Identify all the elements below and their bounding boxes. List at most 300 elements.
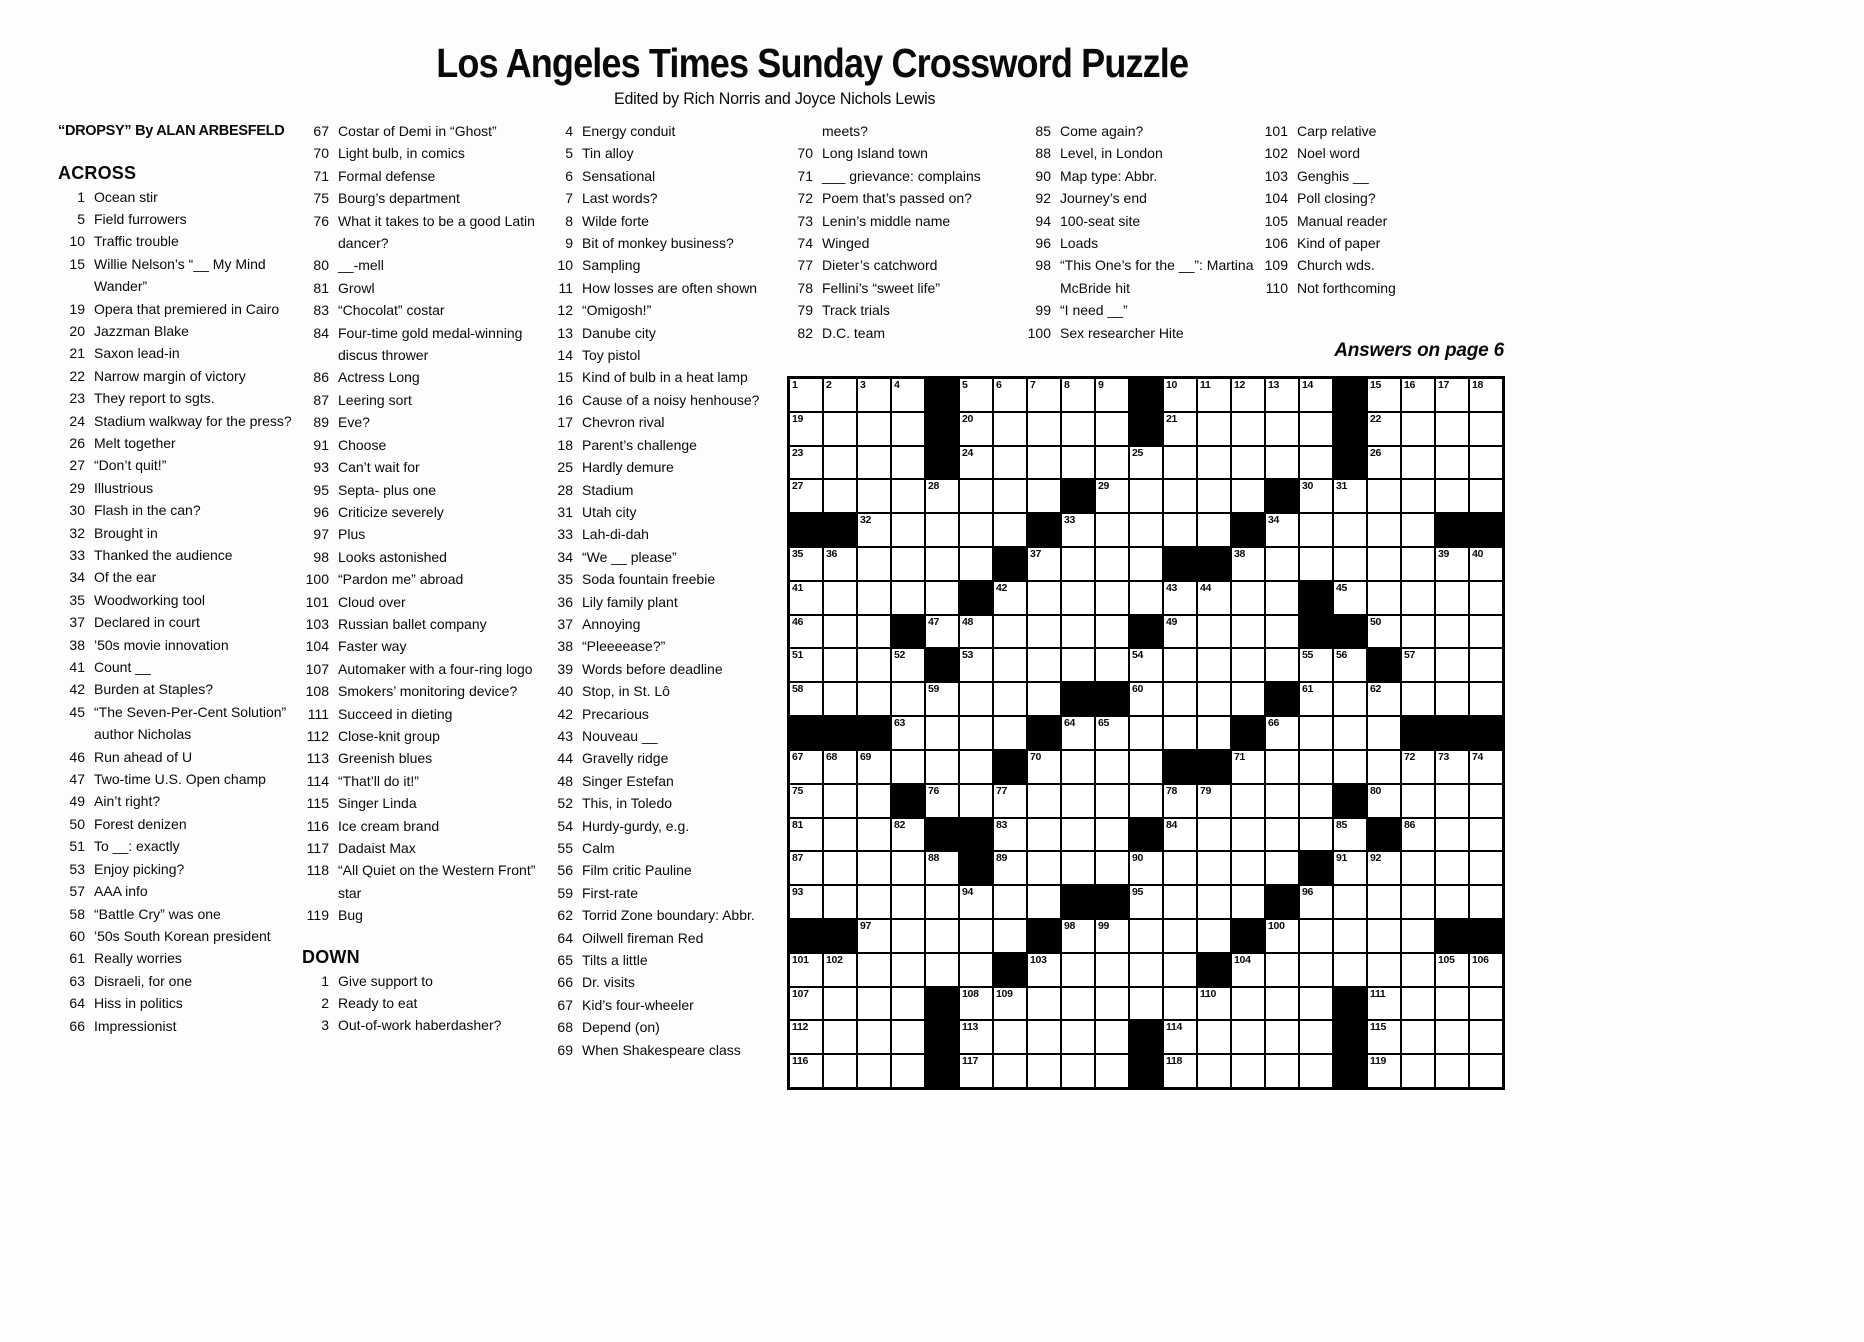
grid-cell[interactable] [1028, 886, 1060, 918]
grid-cell[interactable] [1470, 379, 1502, 411]
grid-cell[interactable] [1470, 649, 1502, 681]
grid-cell[interactable] [1028, 852, 1060, 884]
grid-cell[interactable] [1028, 480, 1060, 512]
grid-cell[interactable] [994, 1055, 1026, 1087]
grid-cell[interactable] [1198, 852, 1230, 884]
grid-cell[interactable] [1402, 447, 1434, 479]
grid-cell[interactable] [858, 954, 890, 986]
grid-cell[interactable] [960, 649, 992, 681]
grid-cell[interactable] [1198, 379, 1230, 411]
grid-cell[interactable] [1198, 988, 1230, 1020]
grid-cell[interactable] [1368, 480, 1400, 512]
grid-cell[interactable] [1062, 582, 1094, 614]
grid-cell[interactable] [1300, 413, 1332, 445]
grid-cell[interactable] [994, 683, 1026, 715]
grid-cell[interactable] [1062, 751, 1094, 783]
grid-cell[interactable] [1130, 954, 1162, 986]
grid-cell[interactable] [824, 988, 856, 1020]
grid-cell[interactable] [1436, 548, 1468, 580]
grid-cell[interactable] [1402, 954, 1434, 986]
grid-cell[interactable] [858, 1021, 890, 1053]
grid-cell[interactable] [1164, 819, 1196, 851]
grid-cell[interactable] [790, 751, 822, 783]
grid-cell[interactable] [1028, 1021, 1060, 1053]
grid-cell[interactable] [1266, 413, 1298, 445]
grid-cell[interactable] [1436, 1055, 1468, 1087]
grid-cell[interactable] [1334, 920, 1366, 952]
grid-cell[interactable] [1028, 379, 1060, 411]
grid-cell[interactable] [1028, 447, 1060, 479]
grid-cell[interactable] [790, 886, 822, 918]
grid-cell[interactable] [926, 886, 958, 918]
grid-cell[interactable] [1300, 988, 1332, 1020]
grid-cell[interactable] [994, 920, 1026, 952]
grid-cell[interactable] [1266, 852, 1298, 884]
grid-cell[interactable] [1266, 1021, 1298, 1053]
grid-cell[interactable] [1096, 920, 1128, 952]
grid-cell[interactable] [1266, 717, 1298, 749]
grid-cell[interactable] [1164, 785, 1196, 817]
grid-cell[interactable] [926, 683, 958, 715]
grid-cell[interactable] [1402, 379, 1434, 411]
grid-cell[interactable] [994, 616, 1026, 648]
grid-cell[interactable] [1266, 920, 1298, 952]
grid-cell[interactable] [1198, 920, 1230, 952]
grid-cell[interactable] [960, 954, 992, 986]
grid-cell[interactable] [1130, 649, 1162, 681]
grid-cell[interactable] [790, 852, 822, 884]
grid-cell[interactable] [1334, 548, 1366, 580]
grid-cell[interactable] [1130, 447, 1162, 479]
grid-cell[interactable] [1470, 819, 1502, 851]
grid-cell[interactable] [994, 988, 1026, 1020]
grid-cell[interactable] [994, 514, 1026, 546]
grid-cell[interactable] [892, 1021, 924, 1053]
grid-cell[interactable] [926, 920, 958, 952]
grid-cell[interactable] [858, 447, 890, 479]
grid-cell[interactable] [1300, 920, 1332, 952]
grid-cell[interactable] [1096, 480, 1128, 512]
grid-cell[interactable] [892, 514, 924, 546]
grid-cell[interactable] [1266, 582, 1298, 614]
grid-cell[interactable] [858, 548, 890, 580]
grid-cell[interactable] [1402, 1055, 1434, 1087]
grid-cell[interactable] [1164, 582, 1196, 614]
grid-cell[interactable] [1266, 514, 1298, 546]
grid-cell[interactable] [1266, 988, 1298, 1020]
grid-cell[interactable] [892, 582, 924, 614]
grid-cell[interactable] [1368, 988, 1400, 1020]
grid-cell[interactable] [892, 988, 924, 1020]
grid-cell[interactable] [1198, 683, 1230, 715]
grid-cell[interactable] [1130, 480, 1162, 512]
grid-cell[interactable] [1062, 413, 1094, 445]
grid-cell[interactable] [1232, 447, 1264, 479]
grid-cell[interactable] [790, 548, 822, 580]
grid-cell[interactable] [1028, 548, 1060, 580]
grid-cell[interactable] [1232, 548, 1264, 580]
grid-cell[interactable] [1266, 447, 1298, 479]
grid-cell[interactable] [1028, 751, 1060, 783]
grid-cell[interactable] [1436, 413, 1468, 445]
grid-cell[interactable] [1198, 413, 1230, 445]
grid-cell[interactable] [960, 1021, 992, 1053]
grid-cell[interactable] [1470, 751, 1502, 783]
grid-cell[interactable] [960, 683, 992, 715]
grid-cell[interactable] [1334, 514, 1366, 546]
grid-cell[interactable] [1028, 616, 1060, 648]
grid-cell[interactable] [824, 954, 856, 986]
grid-cell[interactable] [790, 447, 822, 479]
grid-cell[interactable] [926, 717, 958, 749]
grid-cell[interactable] [1130, 548, 1162, 580]
grid-cell[interactable] [960, 616, 992, 648]
grid-cell[interactable] [1300, 717, 1332, 749]
grid-cell[interactable] [1436, 480, 1468, 512]
grid-cell[interactable] [1334, 717, 1366, 749]
grid-cell[interactable] [1368, 886, 1400, 918]
grid-cell[interactable] [892, 819, 924, 851]
grid-cell[interactable] [1164, 852, 1196, 884]
grid-cell[interactable] [1028, 683, 1060, 715]
grid-cell[interactable] [1028, 1055, 1060, 1087]
grid-cell[interactable] [1232, 954, 1264, 986]
grid-cell[interactable] [1198, 480, 1230, 512]
grid-cell[interactable] [858, 819, 890, 851]
grid-cell[interactable] [960, 988, 992, 1020]
grid-cell[interactable] [790, 954, 822, 986]
grid-cell[interactable] [858, 852, 890, 884]
grid-cell[interactable] [1028, 413, 1060, 445]
grid-cell[interactable] [824, 616, 856, 648]
grid-cell[interactable] [1470, 1055, 1502, 1087]
grid-cell[interactable] [994, 785, 1026, 817]
grid-cell[interactable] [824, 886, 856, 918]
grid-cell[interactable] [1470, 548, 1502, 580]
grid-cell[interactable] [1028, 582, 1060, 614]
grid-cell[interactable] [926, 852, 958, 884]
grid-cell[interactable] [1436, 447, 1468, 479]
grid-cell[interactable] [1436, 379, 1468, 411]
grid-cell[interactable] [858, 785, 890, 817]
grid-cell[interactable] [1232, 616, 1264, 648]
grid-cell[interactable] [1028, 988, 1060, 1020]
grid-cell[interactable] [1062, 819, 1094, 851]
grid-cell[interactable] [1164, 1055, 1196, 1087]
grid-cell[interactable] [1402, 649, 1434, 681]
grid-cell[interactable] [1402, 819, 1434, 851]
grid-cell[interactable] [1198, 447, 1230, 479]
grid-cell[interactable] [1096, 852, 1128, 884]
grid-cell[interactable] [926, 751, 958, 783]
grid-cell[interactable] [892, 548, 924, 580]
grid-cell[interactable] [1232, 1055, 1264, 1087]
grid-cell[interactable] [1436, 616, 1468, 648]
grid-cell[interactable] [1300, 548, 1332, 580]
grid-cell[interactable] [1198, 819, 1230, 851]
grid-cell[interactable] [1232, 1021, 1264, 1053]
grid-cell[interactable] [1130, 886, 1162, 918]
grid-cell[interactable] [1266, 649, 1298, 681]
grid-cell[interactable] [1470, 447, 1502, 479]
grid-cell[interactable] [994, 582, 1026, 614]
grid-cell[interactable] [1402, 751, 1434, 783]
grid-cell[interactable] [1096, 514, 1128, 546]
grid-cell[interactable] [1470, 413, 1502, 445]
grid-cell[interactable] [858, 413, 890, 445]
grid-cell[interactable] [1368, 582, 1400, 614]
grid-cell[interactable] [1096, 751, 1128, 783]
grid-cell[interactable] [1198, 717, 1230, 749]
grid-cell[interactable] [790, 616, 822, 648]
grid-cell[interactable] [994, 379, 1026, 411]
grid-cell[interactable] [1334, 751, 1366, 783]
grid-cell[interactable] [1164, 717, 1196, 749]
grid-cell[interactable] [960, 920, 992, 952]
grid-cell[interactable] [892, 954, 924, 986]
grid-cell[interactable] [1062, 616, 1094, 648]
grid-cell[interactable] [1368, 1055, 1400, 1087]
grid-cell[interactable] [1402, 616, 1434, 648]
grid-cell[interactable] [1368, 616, 1400, 648]
grid-cell[interactable] [926, 582, 958, 614]
grid-cell[interactable] [790, 1055, 822, 1087]
grid-cell[interactable] [1300, 514, 1332, 546]
grid-cell[interactable] [1130, 988, 1162, 1020]
grid-cell[interactable] [1062, 649, 1094, 681]
grid-cell[interactable] [824, 785, 856, 817]
grid-cell[interactable] [1402, 785, 1434, 817]
grid-cell[interactable] [1300, 819, 1332, 851]
grid-cell[interactable] [960, 751, 992, 783]
grid-cell[interactable] [1436, 751, 1468, 783]
grid-cell[interactable] [1334, 683, 1366, 715]
grid-cell[interactable] [1062, 1021, 1094, 1053]
grid-cell[interactable] [892, 1055, 924, 1087]
grid-cell[interactable] [1436, 954, 1468, 986]
grid-cell[interactable] [1266, 616, 1298, 648]
grid-cell[interactable] [1402, 886, 1434, 918]
grid-cell[interactable] [1130, 751, 1162, 783]
grid-cell[interactable] [892, 447, 924, 479]
grid-cell[interactable] [1368, 954, 1400, 986]
grid-cell[interactable] [1334, 954, 1366, 986]
grid-cell[interactable] [1402, 988, 1434, 1020]
grid-cell[interactable] [1368, 785, 1400, 817]
grid-cell[interactable] [960, 514, 992, 546]
grid-cell[interactable] [1266, 954, 1298, 986]
grid-cell[interactable] [1334, 886, 1366, 918]
grid-cell[interactable] [1130, 683, 1162, 715]
grid-cell[interactable] [1096, 447, 1128, 479]
grid-cell[interactable] [1334, 649, 1366, 681]
grid-cell[interactable] [1130, 514, 1162, 546]
grid-cell[interactable] [926, 616, 958, 648]
grid-cell[interactable] [994, 852, 1026, 884]
grid-cell[interactable] [824, 413, 856, 445]
grid-cell[interactable] [994, 649, 1026, 681]
grid-cell[interactable] [824, 548, 856, 580]
grid-cell[interactable] [858, 920, 890, 952]
grid-cell[interactable] [1436, 988, 1468, 1020]
grid-cell[interactable] [1266, 751, 1298, 783]
grid-cell[interactable] [790, 379, 822, 411]
grid-cell[interactable] [1334, 819, 1366, 851]
grid-cell[interactable] [1232, 819, 1264, 851]
grid-cell[interactable] [824, 683, 856, 715]
grid-cell[interactable] [1232, 886, 1264, 918]
grid-cell[interactable] [1232, 683, 1264, 715]
grid-cell[interactable] [1062, 447, 1094, 479]
grid-cell[interactable] [1300, 1021, 1332, 1053]
grid-cell[interactable] [926, 514, 958, 546]
grid-cell[interactable] [1164, 920, 1196, 952]
grid-cell[interactable] [1198, 649, 1230, 681]
grid-cell[interactable] [1436, 785, 1468, 817]
grid-cell[interactable] [926, 954, 958, 986]
grid-cell[interactable] [1164, 447, 1196, 479]
grid-cell[interactable] [1334, 480, 1366, 512]
grid-cell[interactable] [994, 1021, 1026, 1053]
grid-cell[interactable] [1164, 954, 1196, 986]
grid-cell[interactable] [1062, 785, 1094, 817]
grid-cell[interactable] [892, 920, 924, 952]
grid-cell[interactable] [1198, 1055, 1230, 1087]
grid-cell[interactable] [1096, 582, 1128, 614]
grid-cell[interactable] [790, 1021, 822, 1053]
grid-cell[interactable] [1164, 616, 1196, 648]
grid-cell[interactable] [824, 649, 856, 681]
grid-cell[interactable] [1164, 480, 1196, 512]
grid-cell[interactable] [1368, 447, 1400, 479]
grid-cell[interactable] [1368, 379, 1400, 411]
grid-cell[interactable] [858, 616, 890, 648]
grid-cell[interactable] [1266, 785, 1298, 817]
grid-cell[interactable] [994, 413, 1026, 445]
grid-cell[interactable] [1402, 1021, 1434, 1053]
grid-cell[interactable] [1062, 920, 1094, 952]
grid-cell[interactable] [1300, 954, 1332, 986]
grid-cell[interactable] [824, 852, 856, 884]
grid-cell[interactable] [1266, 819, 1298, 851]
grid-cell[interactable] [1232, 413, 1264, 445]
grid-cell[interactable] [1062, 954, 1094, 986]
grid-cell[interactable] [1164, 886, 1196, 918]
grid-cell[interactable] [994, 447, 1026, 479]
grid-cell[interactable] [1470, 886, 1502, 918]
grid-cell[interactable] [892, 413, 924, 445]
grid-cell[interactable] [858, 514, 890, 546]
grid-cell[interactable] [1368, 1021, 1400, 1053]
grid-cell[interactable] [1470, 988, 1502, 1020]
grid-cell[interactable] [1334, 582, 1366, 614]
grid-cell[interactable] [1470, 683, 1502, 715]
grid-cell[interactable] [1130, 717, 1162, 749]
grid-cell[interactable] [1164, 649, 1196, 681]
grid-cell[interactable] [960, 447, 992, 479]
grid-cell[interactable] [1368, 413, 1400, 445]
grid-cell[interactable] [858, 379, 890, 411]
grid-cell[interactable] [1300, 480, 1332, 512]
grid-cell[interactable] [1402, 548, 1434, 580]
grid-cell[interactable] [790, 480, 822, 512]
grid-cell[interactable] [1266, 379, 1298, 411]
grid-cell[interactable] [790, 683, 822, 715]
grid-cell[interactable] [1470, 480, 1502, 512]
grid-cell[interactable] [892, 852, 924, 884]
grid-cell[interactable] [1062, 514, 1094, 546]
grid-cell[interactable] [1368, 548, 1400, 580]
grid-cell[interactable] [1436, 1021, 1468, 1053]
grid-cell[interactable] [1096, 785, 1128, 817]
grid-cell[interactable] [824, 582, 856, 614]
grid-cell[interactable] [1470, 785, 1502, 817]
grid-cell[interactable] [1436, 649, 1468, 681]
grid-cell[interactable] [790, 785, 822, 817]
grid-cell[interactable] [1198, 616, 1230, 648]
grid-cell[interactable] [994, 819, 1026, 851]
grid-cell[interactable] [1096, 379, 1128, 411]
grid-cell[interactable] [1266, 1055, 1298, 1087]
grid-cell[interactable] [1334, 852, 1366, 884]
grid-cell[interactable] [1368, 717, 1400, 749]
grid-cell[interactable] [790, 649, 822, 681]
grid-cell[interactable] [858, 683, 890, 715]
grid-cell[interactable] [1096, 717, 1128, 749]
grid-cell[interactable] [960, 886, 992, 918]
grid-cell[interactable] [1062, 548, 1094, 580]
grid-cell[interactable] [1300, 683, 1332, 715]
grid-cell[interactable] [960, 413, 992, 445]
grid-cell[interactable] [1130, 852, 1162, 884]
grid-cell[interactable] [858, 1055, 890, 1087]
grid-cell[interactable] [1402, 920, 1434, 952]
grid-cell[interactable] [1198, 1021, 1230, 1053]
grid-cell[interactable] [1402, 413, 1434, 445]
grid-cell[interactable] [1470, 852, 1502, 884]
grid-cell[interactable] [1028, 649, 1060, 681]
grid-cell[interactable] [892, 379, 924, 411]
grid-cell[interactable] [1096, 616, 1128, 648]
grid-cell[interactable] [1028, 954, 1060, 986]
grid-cell[interactable] [960, 548, 992, 580]
grid-cell[interactable] [1300, 751, 1332, 783]
grid-cell[interactable] [1062, 379, 1094, 411]
grid-cell[interactable] [1096, 1055, 1128, 1087]
grid-cell[interactable] [1028, 819, 1060, 851]
grid-cell[interactable] [1470, 954, 1502, 986]
grid-cell[interactable] [1028, 785, 1060, 817]
grid-cell[interactable] [1198, 514, 1230, 546]
grid-cell[interactable] [1232, 785, 1264, 817]
grid-cell[interactable] [1164, 514, 1196, 546]
grid-cell[interactable] [1130, 785, 1162, 817]
grid-cell[interactable] [994, 480, 1026, 512]
grid-cell[interactable] [1164, 988, 1196, 1020]
grid-cell[interactable] [1096, 548, 1128, 580]
grid-cell[interactable] [1368, 751, 1400, 783]
grid-cell[interactable] [1232, 649, 1264, 681]
grid-cell[interactable] [1232, 751, 1264, 783]
grid-cell[interactable] [926, 785, 958, 817]
grid-cell[interactable] [960, 379, 992, 411]
grid-cell[interactable] [926, 548, 958, 580]
grid-cell[interactable] [1368, 920, 1400, 952]
grid-cell[interactable] [1232, 582, 1264, 614]
grid-cell[interactable] [824, 447, 856, 479]
grid-cell[interactable] [892, 717, 924, 749]
grid-cell[interactable] [1096, 649, 1128, 681]
